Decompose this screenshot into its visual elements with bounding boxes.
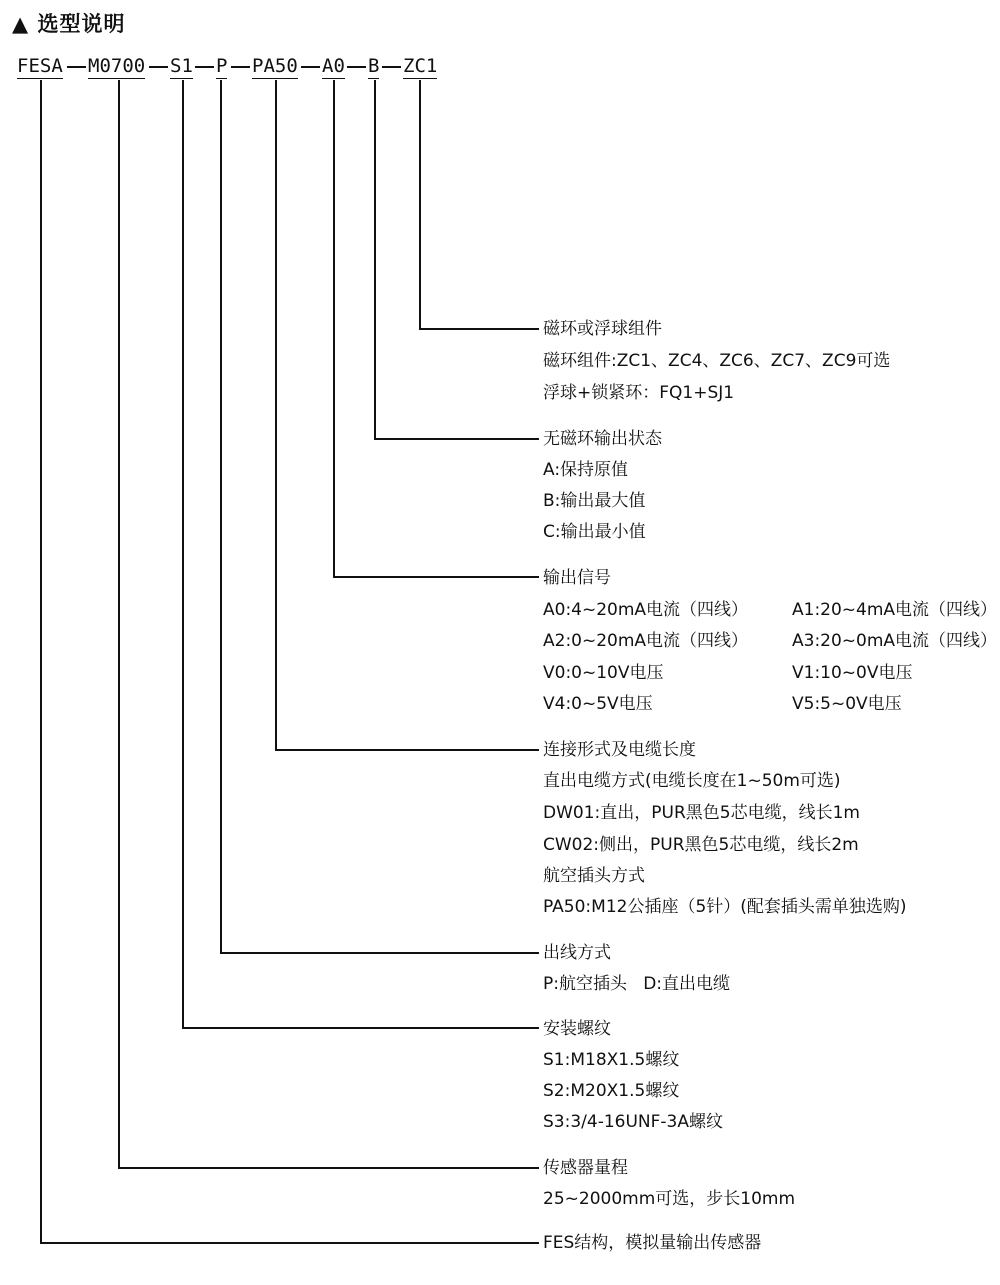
code-m0700: M0700 xyxy=(88,55,146,77)
zc-line: 磁环组件:ZC1、ZC4、ZC6、ZC7、ZC9可选 xyxy=(543,351,891,371)
a0-left-line: V4:0~5V电压 xyxy=(543,694,653,714)
pa50-line: PA50:M12公插座（5针）(配套插头需单独选购) xyxy=(543,897,907,917)
zc-line: 浮球+锁紧环：FQ1+SJ1 xyxy=(543,383,735,403)
leader-fesa-h xyxy=(40,1242,539,1244)
p-line: P:航空插头 D:直出电缆 xyxy=(543,974,731,994)
m0700-line: 25~2000mm可选，步长10mm xyxy=(543,1189,796,1209)
b-heading: 无磁环输出状态 xyxy=(543,429,662,449)
code-s1: S1 xyxy=(170,55,193,77)
fesa-heading: FES结构，模拟量输出传感器 xyxy=(543,1233,762,1253)
pa50-line: 航空插头方式 xyxy=(543,866,645,886)
leader-s1 xyxy=(182,80,184,1028)
code-b: B xyxy=(368,55,380,77)
p-heading: 出线方式 xyxy=(543,943,611,963)
s1-heading: 安装螺纹 xyxy=(543,1019,611,1039)
a0-right-line: A1:20~4mA电流（四线） xyxy=(792,600,998,620)
leader-a0 xyxy=(333,80,335,577)
pa50-line: CW02:侧出，PUR黑色5芯电缆，线长2m xyxy=(543,835,859,855)
a0-left-line: A2:0~20mA电流（四线） xyxy=(543,631,749,651)
a0-right-line: A3:20~0mA电流（四线） xyxy=(792,631,998,651)
section-title: ▲ 选型说明 xyxy=(12,12,126,36)
leader-pa50 xyxy=(275,80,277,750)
leader-fesa xyxy=(40,80,42,1243)
b-line: C:输出最小值 xyxy=(543,522,646,542)
leader-s1-h xyxy=(182,1027,539,1029)
pa50-heading: 连接形式及电缆长度 xyxy=(543,740,696,760)
code-p: P xyxy=(216,55,228,77)
code-fesa: FESA xyxy=(17,55,63,77)
code-dash xyxy=(231,66,250,68)
leader-m0700-h xyxy=(118,1167,539,1169)
s1-line: S3:3/4-16UNF-3A螺纹 xyxy=(543,1112,723,1132)
code-dash xyxy=(67,66,86,68)
a0-heading: 输出信号 xyxy=(543,568,611,588)
b-line: B:输出最大值 xyxy=(543,491,646,511)
code-dash xyxy=(382,66,401,68)
leader-pa50-h xyxy=(275,749,539,751)
a0-left-line: V0:0~10V电压 xyxy=(543,663,664,683)
s1-line: S2:M20X1.5螺纹 xyxy=(543,1081,680,1101)
leader-b-h xyxy=(374,438,539,440)
leader-b xyxy=(374,80,376,439)
m0700-heading: 传感器量程 xyxy=(543,1158,628,1178)
code-zc1: ZC1 xyxy=(403,55,438,77)
a0-right-line: V5:5~0V电压 xyxy=(792,694,902,714)
code-dash xyxy=(301,66,320,68)
code-dash xyxy=(195,66,214,68)
b-line: A:保持原值 xyxy=(543,460,629,480)
code-dash xyxy=(347,66,366,68)
leader-p xyxy=(220,80,222,953)
leader-zc xyxy=(419,80,421,329)
pa50-line: DW01:直出，PUR黑色5芯电缆，线长1m xyxy=(543,803,860,823)
code-dash xyxy=(149,66,168,68)
leader-p-h xyxy=(220,952,539,954)
code-a0: A0 xyxy=(322,55,345,77)
s1-line: S1:M18X1.5螺纹 xyxy=(543,1050,680,1070)
zc-heading: 磁环或浮球组件 xyxy=(543,319,662,339)
code-pa50: PA50 xyxy=(252,55,298,77)
pa50-line: 直出电缆方式(电缆长度在1~50m可选) xyxy=(543,771,841,791)
a0-left-line: A0:4~20mA电流（四线） xyxy=(543,600,749,620)
a0-right-line: V1:10~0V电压 xyxy=(792,663,913,683)
leader-zc-h xyxy=(419,328,539,330)
leader-m0700 xyxy=(118,80,120,1168)
leader-a0-h xyxy=(333,576,539,578)
